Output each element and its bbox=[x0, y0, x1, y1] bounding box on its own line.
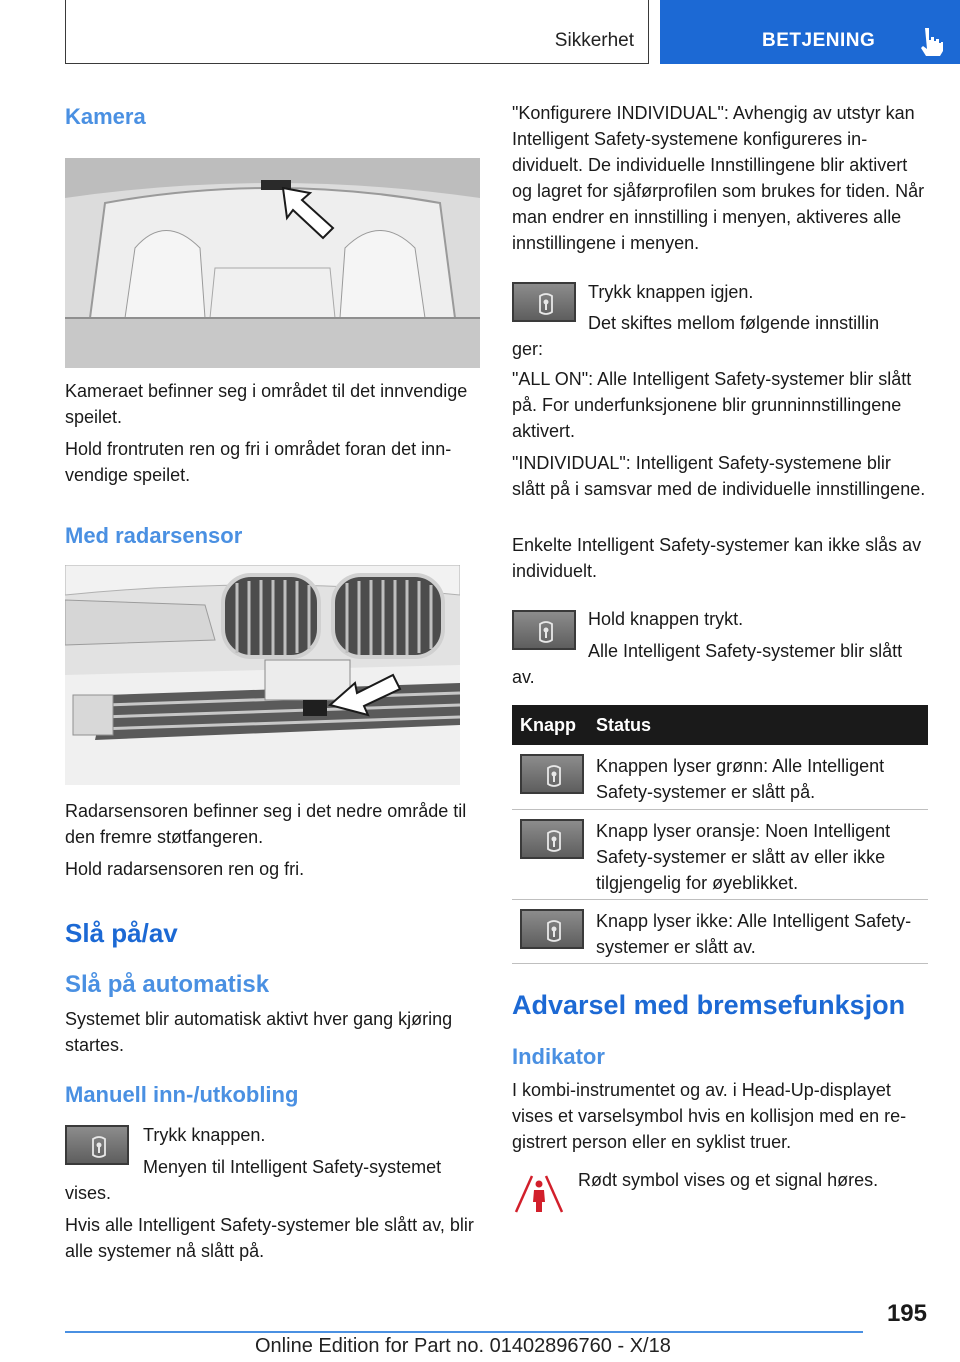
hold-step-1: Hold knappen trykt. bbox=[588, 609, 744, 629]
red-symbol-text: Rødt symbol vises og et signal høres. bbox=[578, 1170, 879, 1190]
header-section-box bbox=[65, 0, 649, 64]
table-divider bbox=[512, 809, 928, 810]
table-header bbox=[512, 705, 928, 745]
manual-heading: Manuell inn-/utkobling bbox=[65, 1082, 299, 1107]
header-chapter-label: BETJENING bbox=[762, 30, 876, 51]
safety-button-icon bbox=[65, 1125, 129, 1165]
safety-button-icon bbox=[512, 610, 576, 650]
warning-brake-heading: Advarsel med bremsefunksjon bbox=[512, 990, 906, 1020]
config-text: "Konfigurere INDIVIDUAL": Avhengig av utstyr kan Intelligent Safety-systemene konfigureres individuelt. De individuelle Innstillingene blir aktivert og lagret for sjåførprofilen som brukes for tiden. Når man endrer en innstilling i menyen, aktiveres alle innstillingene i menyen. bbox=[512, 103, 925, 253]
radar-heading: Med radarsensor bbox=[65, 523, 243, 548]
safety-button-icon bbox=[512, 282, 576, 322]
hold-step-2b: av. bbox=[512, 667, 535, 687]
table-row-status: Knapp lyser oransje: Noen Intelligent Safety-systemer er slått av eller ikke tilgjengelig for øyeblikket. bbox=[596, 821, 891, 893]
camera-location-image bbox=[65, 158, 480, 368]
individual-text: "INDIVIDUAL": Intelligent Safety-systemene blir slått på i samsvar med de individuelle innstillingene. bbox=[512, 453, 926, 499]
safety-button-icon bbox=[520, 754, 584, 794]
header-chapter-box bbox=[660, 0, 960, 64]
footer-edition-text: Online Edition for Part no. 01402896760 - X/18 bbox=[255, 1335, 671, 1357]
radar-sensor-image bbox=[65, 565, 460, 785]
manual-text: Hvis alle Intelligent Safety-systemer ble slått av, blir alle systemer nå slått på. bbox=[65, 1215, 474, 1261]
all-on-text: "ALL ON": Alle Intelligent Safety-systemer blir slått på. For underfunksjonene blir grunninnstillingene aktivert. bbox=[512, 369, 912, 441]
table-col-knapp: Knapp bbox=[520, 715, 576, 735]
page-number: 195 bbox=[886, 1300, 927, 1327]
auto-on-text: Systemet blir automatisk aktivt hver gang kjøring startes. bbox=[65, 1009, 453, 1055]
radar-text-1: Radarsensoren befinner seg i det nedre område til den fremre støtfangeren. bbox=[65, 801, 467, 847]
again-step-1: Trykk knappen igjen. bbox=[588, 282, 754, 302]
hold-step-2a: Alle Intelligent Safety-systemer blir slått bbox=[588, 641, 903, 661]
kamera-text-2: Hold frontruten ren og fri i området foran det innvendige speilet. bbox=[65, 439, 452, 485]
again-step-2a: Det skiftes mellom følgende innstillin bbox=[588, 313, 880, 333]
auto-on-heading: Slå på automatisk bbox=[65, 971, 270, 998]
footer-divider bbox=[65, 1331, 863, 1333]
hand-pointer-icon bbox=[916, 26, 944, 56]
table-divider bbox=[512, 963, 928, 964]
manual-step-2a: Menyen til Intelligent Safety-systemet bbox=[143, 1157, 442, 1177]
single-off-text: Enkelte Intelligent Safety-systemer kan ikke slås av individuelt. bbox=[512, 535, 922, 581]
table-row-status: Knappen lyser grønn: Alle Intelligent Safety-systemer er slått på. bbox=[596, 756, 885, 802]
indicator-text: I kombi-instrumentet og av. i Head-Up-displayet vises et varselsymbol hvis en kollisjon med en registrert person eller en syklist truer. bbox=[512, 1080, 907, 1152]
pedestrian-warning-icon bbox=[512, 1170, 566, 1216]
radar-text-2: Hold radarsensoren ren og fri. bbox=[65, 859, 305, 879]
kamera-text-1: Kameraet befinner seg i området til det innvendige speilet. bbox=[65, 381, 468, 427]
header-section-label: Sikkerhet bbox=[554, 30, 634, 51]
on-off-heading: Slå på/av bbox=[65, 918, 178, 948]
again-step-2b: ger: bbox=[512, 339, 544, 359]
indicator-heading: Indikator bbox=[512, 1044, 605, 1069]
table-row-status: Knapp lyser ikke: Alle Intelligent Safety-systemer er slått av. bbox=[596, 911, 912, 957]
safety-button-icon bbox=[520, 819, 584, 859]
manual-step-1: Trykk knappen. bbox=[143, 1125, 266, 1145]
safety-button-icon bbox=[520, 909, 584, 949]
footer-edition bbox=[255, 1335, 671, 1358]
table-divider bbox=[512, 899, 928, 900]
table-col-status: Status bbox=[596, 715, 652, 735]
manual-step-2b: vises. bbox=[65, 1183, 112, 1203]
kamera-heading: Kamera bbox=[65, 104, 146, 129]
